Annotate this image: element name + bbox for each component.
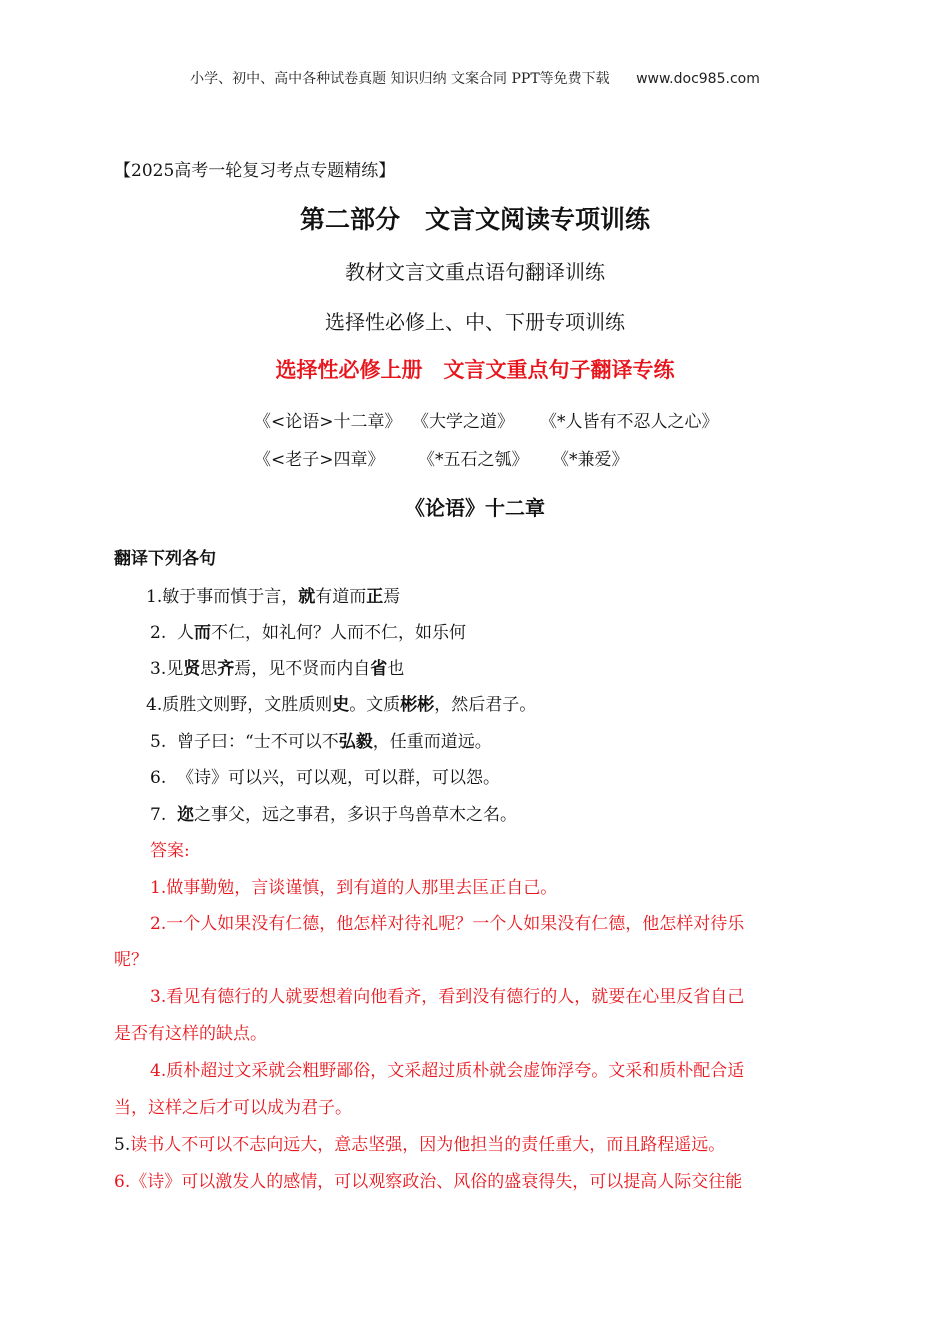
question-2: 2. 人而不仁，如礼何？人而不仁，如乐何 [150,623,467,643]
red-title: 选择性必修上册 文言文重点句子翻译专练 [275,358,675,382]
page-title: 第二部分 文言文阅读专项训练 [299,205,650,234]
section-title: 《论语》十二章 [405,496,545,520]
answer-4-line-2: 当，这样之后才可以成为君子。 [114,1098,352,1118]
question-4: 4.质胜文则野，文胜质则史。文质彬彬，然后君子。 [146,695,537,715]
question-3: 3.见贤思齐焉，见不贤而内自省也 [150,659,405,679]
page-header [0,68,950,88]
toc-item: 《*人皆有不忍人之心》 [540,412,719,432]
answer-label: 答案: [150,841,190,861]
toc-item: 《*兼爱》 [552,450,629,470]
header-site-link[interactable]: www.doc985.com [636,71,760,87]
question-6: 6. 《诗》可以兴，可以观，可以群，可以怨。 [150,768,501,788]
toc-item: 《<老子>四章》 [254,450,385,470]
question-1: 1.敏于事而慎于言，就有道而正焉 [146,587,401,607]
subtitle-1: 教材文言文重点语句翻译训练 [345,260,605,284]
toc-item: 《*五石之瓠》 [418,450,529,470]
instruction: 翻译下列各句 [114,549,216,569]
subtitle-2: 选择性必修上、中、下册专项训练 [325,310,625,334]
answer-2-line-2: 呢？ [114,950,148,970]
answer-1: 1.做事勤勉，言谈谨慎，到有道的人那里去匡正自己。 [150,878,558,898]
answer-4-line-1: 4.质朴超过文采就会粗野鄙俗，文采超过质朴就会虚饰浮夸。文采和质朴配合适 [150,1061,745,1081]
answer-3-line-2: 是否有这样的缺点。 [114,1024,267,1044]
toc-item: 《<论语>十二章》 [254,412,402,432]
series-tag: 【2025高考一轮复习考点专题精练】 [114,161,396,181]
question-7: 7. 迩之事父，远之事君，多识于鸟兽草木之名。 [150,805,518,825]
answer-2-line-1: 2.一个人如果没有仁德，他怎样对待礼呢？一个人如果没有仁德，他怎样对待乐 [150,914,745,934]
question-5: 5. 曾子曰：“士不可以不弘毅，任重而道远。 [150,732,492,752]
header-text: 小学、初中、高中各种试卷真题 知识归纳 文案合同 PPT等免费下载 [190,71,610,87]
toc-item: 《大学之道》 [412,412,514,432]
answer-3-line-1: 3.看见有德行的人就要想着向他看齐，看到没有德行的人，就要在心里反省自己 [150,987,745,1007]
answer-5: 5.读书人不可以不志向远大，意志坚强，因为他担当的责任重大，而且路程遥远。 [114,1135,726,1155]
answer-6-line-1: 6.《诗》可以激发人的感情，可以观察政治、风俗的盛衰得失，可以提高人际交往能 [114,1172,743,1192]
